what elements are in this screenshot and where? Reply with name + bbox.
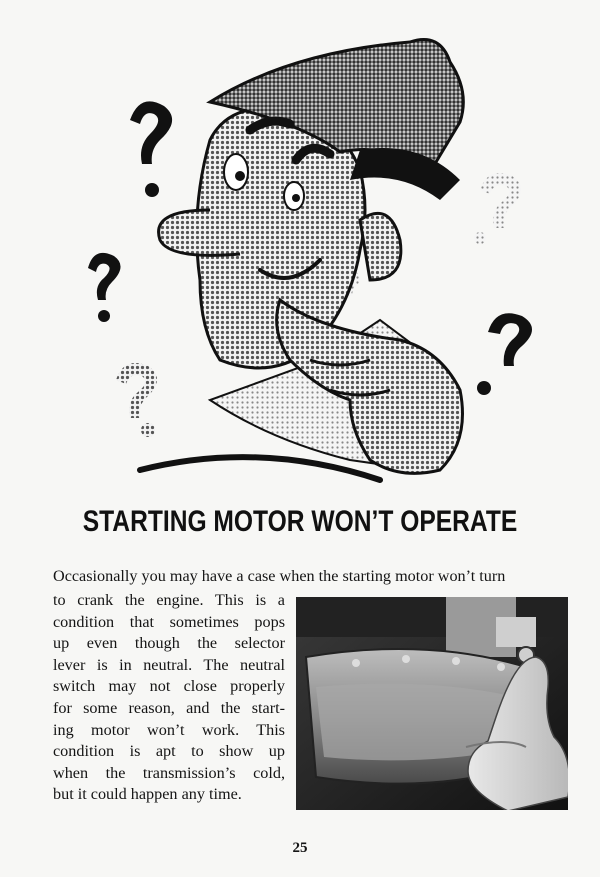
transmission-photo bbox=[296, 597, 568, 810]
page-heading: STARTING MOTOR WON’T OPERATE bbox=[82, 505, 518, 538]
paragraph-line: Occasionally you may have a case when the starting motor won’t turn bbox=[53, 567, 506, 585]
paragraph-line: condition is apt to show up bbox=[53, 742, 285, 761]
body-paragraph-column bbox=[53, 590, 285, 806]
question-mark-icon bbox=[477, 313, 532, 395]
paragraph-line: lever is in neutral. The neutral bbox=[53, 655, 285, 674]
ear bbox=[360, 213, 401, 280]
body-paragraph-first-line bbox=[53, 566, 565, 588]
transmission-photo-image bbox=[296, 597, 568, 810]
puzzled-man-illustration bbox=[60, 20, 560, 510]
question-mark-icon bbox=[474, 173, 521, 244]
paragraph-line: to crank the engine. This is a bbox=[53, 591, 285, 609]
question-mark-icon bbox=[88, 253, 121, 322]
question-mark-icon bbox=[116, 363, 157, 437]
question-mark-icon bbox=[130, 101, 172, 197]
paragraph-line: for some reason, and the start- bbox=[53, 698, 285, 717]
paragraph-line: up even though the selector bbox=[53, 634, 285, 653]
paragraph-line: condition that sometimes pops bbox=[53, 612, 285, 631]
page-number: 25 bbox=[292, 840, 308, 856]
paragraph-line: switch may not close properly bbox=[53, 677, 285, 696]
paragraph-line: when the transmission’s cold, bbox=[53, 763, 285, 782]
paragraph-line: but it could happen any time. bbox=[53, 785, 242, 804]
paragraph-line: ing motor won’t work. This bbox=[53, 720, 285, 739]
